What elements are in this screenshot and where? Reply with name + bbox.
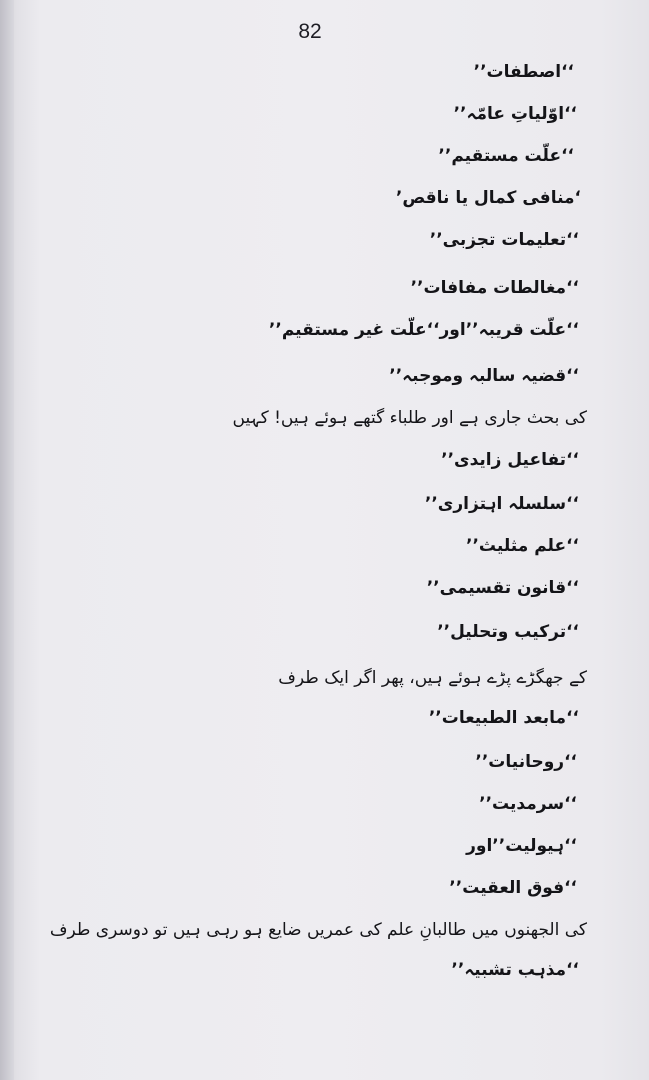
- line-mabaad: ‘‘مابعد الطبیعات’’: [428, 708, 579, 728]
- line-fauq-ul-aqiyat: ‘‘فوق العقیت’’: [449, 878, 577, 898]
- line-ilm-musallas: ‘‘علم مثلیث’’: [466, 536, 579, 556]
- line-sarmadiyat: ‘‘سرمدیت’’: [479, 794, 577, 814]
- line-illat-mustaqeem: ‘‘علّت مستقیم’’: [438, 146, 574, 166]
- line-hayooliyat: ‘‘ہیولیت’’اور: [466, 836, 577, 856]
- line-qaziya: ‘‘قضیہ سالبہ وموجبہ’’: [389, 366, 579, 386]
- line-illat-qareeba: ‘‘علّت قریبہ’’اور‘‘علّت غیر مستقیم’’: [268, 320, 579, 340]
- line-mazhab-tashbeeh: ‘‘مذہب تشبیہ’’: [451, 960, 579, 980]
- line-jhagre: کے جھگڑے پڑے ہوئے ہیں، پھر اگر ایک طرف: [278, 668, 587, 688]
- book-spine-shadow: [0, 0, 14, 1080]
- page-number: 82: [298, 20, 322, 43]
- line-uljhanon: کی الجھنوں میں طالبانِ علم کی عمریں ضایع ہو رہی ہیں تو دوسری طرف: [49, 920, 587, 940]
- line-qanoon: ‘‘قانون تقسیمی’’: [426, 578, 579, 598]
- line-bahs-jari: کی بحث جاری ہے اور طلباء گتھے ہوئے ہیں! کہیں: [232, 408, 587, 428]
- line-tafaeel: ‘‘تفاعیل زایدی’’: [441, 450, 579, 470]
- line-tarkeeb: ‘‘ترکیب وتحلیل’’: [437, 622, 579, 642]
- line-awwaliyat-aamma: ‘‘اوّلیاتِ عامّہ’’: [453, 104, 577, 124]
- line-taleemat-tajzi: ‘‘تعلیمات تجزبی’’: [429, 230, 579, 250]
- line-istafaat: ‘‘اصطفات’’: [473, 62, 574, 82]
- line-roohaniyat: ‘‘روحانیات’’: [475, 752, 577, 772]
- line-mughalitat: ‘‘مغالطات مفافات’’: [410, 278, 579, 298]
- line-silsila: ‘‘سلسلہ اہتزاری’’: [424, 494, 579, 514]
- line-munafi-kamal: ‘منافی کمال یا ناقص’: [395, 188, 581, 208]
